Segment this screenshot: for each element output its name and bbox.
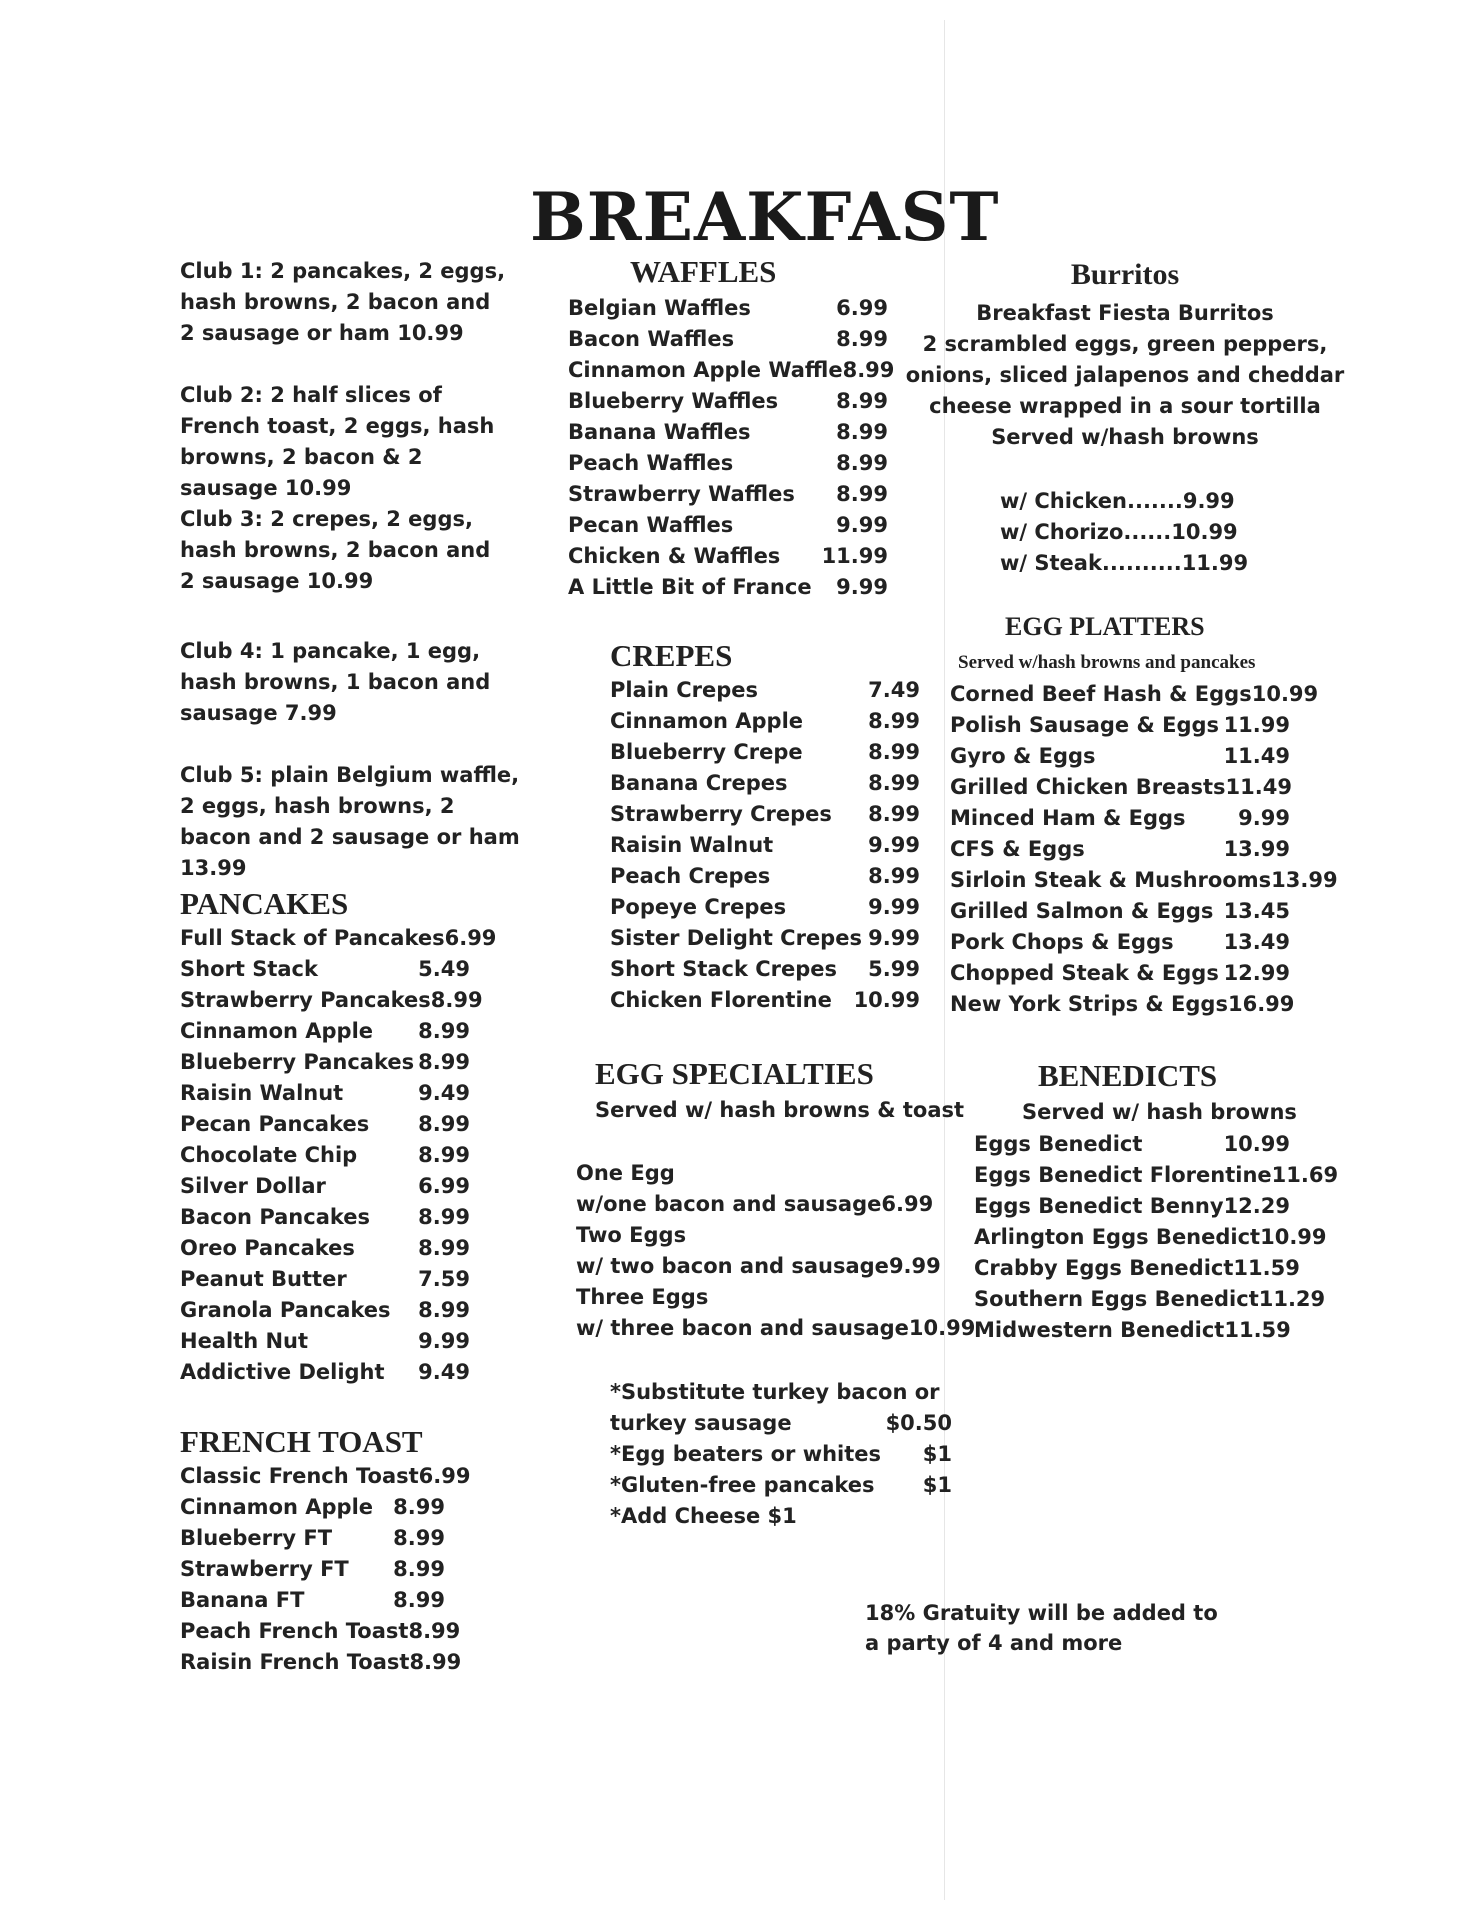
egg-platters-subtitle: Served w/hash browns and pancakes — [958, 652, 1256, 673]
menu-item-price: 8.99 — [868, 770, 920, 795]
menu-item-price: 9.49 — [418, 1359, 470, 1384]
menu-item-price: 12.99 — [1223, 960, 1290, 985]
gratuity-line: a party of 4 and more — [865, 1631, 1123, 1655]
menu-item-price: 8.99 — [418, 1297, 470, 1322]
menu-item — [610, 767, 920, 798]
menu-item — [576, 1219, 926, 1250]
menu-item-name: Midwestern Benedict — [974, 1317, 1225, 1342]
menu-item-price: 13.99 — [1271, 867, 1338, 892]
menu-item-price: 6.99 — [418, 1463, 471, 1488]
menu-item-name: Raisin Walnut — [180, 1080, 344, 1105]
burrito-description — [900, 298, 1350, 453]
menu-item — [180, 1584, 445, 1615]
menu-item-name: Peach Waffles — [568, 450, 734, 475]
menu-item — [180, 1553, 445, 1584]
menu-item — [180, 1077, 470, 1108]
menu-item-price: 9.99 — [836, 574, 888, 599]
menu-item-price: 6.99 — [418, 1173, 470, 1198]
menu-item — [950, 771, 1290, 802]
menu-item-price: 8.99 — [409, 1649, 462, 1674]
menu-item-name: Chicken Florentine — [610, 987, 832, 1012]
menu-item-name: Gyro & Eggs — [950, 743, 1096, 768]
menu-item-name: Pecan Pancakes — [180, 1111, 370, 1136]
menu-item-price: 11.29 — [1258, 1286, 1326, 1311]
menu-item-price: 12.29 — [1223, 1193, 1290, 1218]
club-5: Club 5: plain Belgium waffle, 2 eggs, hash browns, 2 bacon and 2 sausage or ham 13.99 — [180, 763, 520, 880]
menu-item-name: Popeye Crepes — [610, 894, 787, 919]
menu-item — [568, 385, 888, 416]
french-toast-list — [180, 1460, 471, 1677]
menu-item-name: Pecan Waffles — [568, 512, 734, 537]
menu-item-name: Oreo Pancakes — [180, 1235, 355, 1260]
menu-item-name: Pork Chops & Eggs — [950, 929, 1174, 954]
benedicts-subtitle: Served w/ hash browns — [1022, 1100, 1297, 1124]
menu-item-price: 6.99 — [881, 1191, 934, 1216]
burrito-desc-line: cheese wrapped in a sour tortilla — [929, 394, 1321, 418]
menu-item — [180, 1201, 470, 1232]
menu-item-name: Corned Beef Hash & Eggs — [950, 681, 1252, 706]
menu-item-name: Bacon Pancakes — [180, 1204, 371, 1229]
menu-item — [576, 1157, 926, 1188]
menu-item — [610, 1438, 952, 1469]
menu-item — [610, 1500, 952, 1531]
menu-item — [610, 829, 920, 860]
menu-item-price: 8.99 — [430, 987, 483, 1012]
menu-item-name: New York Strips & Eggs — [950, 991, 1228, 1016]
menu-item-name: Cinnamon Apple Waffle — [568, 357, 843, 382]
menu-item — [950, 864, 1338, 895]
menu-item-name: Cinnamon Apple — [180, 1494, 374, 1519]
menu-item-name: Cinnamon Apple — [610, 708, 804, 733]
menu-item-name: Peach French Toast — [180, 1618, 409, 1643]
menu-item — [610, 1469, 952, 1500]
menu-item-price: 9.99 — [836, 512, 888, 537]
menu-item-name: Sister Delight Crepes — [610, 925, 862, 950]
menu-item — [950, 740, 1290, 771]
menu-item-price: 8.99 — [418, 1142, 470, 1167]
menu-item-name: Health Nut — [180, 1328, 309, 1353]
menu-item — [568, 571, 888, 602]
menu-item-name: *Gluten-free pancakes — [610, 1472, 875, 1497]
menu-item-price: 9.99 — [1238, 805, 1290, 830]
menu-item-name: turkey sausage — [610, 1410, 792, 1435]
menu-item — [610, 891, 920, 922]
egg-specialties-list — [576, 1157, 976, 1343]
menu-item-price: 9.49 — [418, 1080, 470, 1105]
egg-platters-heading: EGG PLATTERS — [1005, 612, 1205, 641]
menu-item — [568, 540, 888, 571]
menu-item-name: Grilled Salmon & Eggs — [950, 898, 1214, 923]
menu-item-name: Banana Crepes — [610, 770, 788, 795]
menu-item-price: 8.99 — [868, 863, 920, 888]
menu-item-price: 11.49 — [1225, 774, 1292, 799]
menu-item-name: w/ two bacon and sausage — [576, 1253, 889, 1278]
menu-item-price: 8.99 — [868, 708, 920, 733]
menu-item — [568, 323, 888, 354]
menu-item-price: 11.49 — [1223, 743, 1290, 768]
benedicts-list — [974, 1128, 1339, 1345]
waffles-heading: WAFFLES — [630, 254, 777, 289]
menu-item — [610, 736, 920, 767]
menu-item-name: Short Stack Crepes — [610, 956, 838, 981]
menu-item — [950, 988, 1295, 1019]
menu-item-price: 8.99 — [418, 1235, 470, 1260]
menu-item-name: Sirloin Steak & Mushrooms — [950, 867, 1272, 892]
menu-item-name: Eggs Benedict Florentine — [974, 1162, 1272, 1187]
menu-item-name: Silver Dollar — [180, 1173, 326, 1198]
club-1: Club 1: 2 pancakes, 2 eggs, hash browns, 2 bacon and 2 sausage or ham 10.99 — [180, 259, 506, 345]
menu-item-name: Blueberry Crepe — [610, 739, 803, 764]
menu-item — [950, 957, 1290, 988]
burrito-desc-line: onions, sliced jalapenos and cheddar — [905, 363, 1345, 387]
menu-item-name: Minced Ham & Eggs — [950, 805, 1186, 830]
menu-item — [180, 1294, 470, 1325]
menu-item-name: Chicken & Waffles — [568, 543, 781, 568]
menu-item-price: 7.59 — [418, 1266, 470, 1291]
menu-item — [180, 1263, 470, 1294]
menu-item-name: Classic French Toast — [180, 1463, 419, 1488]
crepes-heading: CREPES — [610, 638, 733, 673]
menu-item — [610, 860, 920, 891]
burritos-heading: Burritos — [1070, 258, 1180, 291]
menu-item — [974, 1283, 1326, 1314]
menu-item — [610, 922, 920, 953]
menu-item-price: 9.99 — [868, 925, 920, 950]
menu-item — [950, 678, 1319, 709]
menu-item — [950, 895, 1290, 926]
menu-item-price: 8.99 — [418, 1111, 470, 1136]
menu-item — [974, 1159, 1339, 1190]
menu-item-price: $1 — [922, 1441, 952, 1466]
menu-item-name: Three Eggs — [576, 1284, 709, 1309]
menu-item-price: 8.99 — [418, 1049, 470, 1074]
menu-item-price: 8.99 — [393, 1494, 445, 1519]
menu-item — [180, 1232, 470, 1263]
menu-item-name: Eggs Benedict — [974, 1131, 1143, 1156]
menu-item — [610, 1407, 952, 1438]
menu-item-name: Eggs Benedict Benny — [974, 1193, 1224, 1218]
menu-item — [568, 447, 888, 478]
menu-item-name: Strawberry Crepes — [610, 801, 832, 826]
menu-item-price: 10.99 — [853, 987, 920, 1012]
burrito-desc-line: Served w/hash browns — [991, 425, 1259, 449]
menu-item — [180, 1460, 471, 1491]
menu-item-price: 9.99 — [888, 1253, 941, 1278]
menu-item — [180, 1646, 462, 1677]
menu-item-name: Crabby Eggs Benedict — [974, 1255, 1234, 1280]
egg-specialties-subtitle: Served w/ hash browns & toast — [595, 1098, 965, 1122]
menu-item-name: w/ three bacon and sausage — [576, 1315, 909, 1340]
menu-item — [610, 705, 920, 736]
egg-extras-list — [610, 1376, 952, 1531]
menu-item-price: 11.99 — [1223, 712, 1290, 737]
menu-item-name: Bacon Waffles — [568, 326, 735, 351]
menu-item-price: $0.50 — [885, 1410, 952, 1435]
menu-item-name: Plain Crepes — [610, 677, 759, 702]
crepes-list — [610, 674, 920, 1015]
menu-item-price: 13.45 — [1223, 898, 1290, 923]
menu-item — [180, 984, 483, 1015]
french-toast-heading: FRENCH TOAST — [180, 1424, 423, 1459]
menu-item — [180, 953, 470, 984]
menu-item — [180, 1325, 470, 1356]
menu-item — [974, 1221, 1327, 1252]
menu-item-name: CFS & Eggs — [950, 836, 1085, 861]
menu-item-price: 10.99 — [1223, 1131, 1290, 1156]
egg-specialties-heading: EGG SPECIALTIES — [595, 1056, 874, 1091]
menu-item-name: Banana Waffles — [568, 419, 751, 444]
benedicts-heading: BENEDICTS — [1038, 1058, 1218, 1093]
menu-item-price: 11.59 — [1233, 1255, 1300, 1280]
menu-item-price: 8.99 — [836, 450, 888, 475]
club-3: Club 3: 2 crepes, 2 eggs, hash browns, 2 bacon and 2 sausage 10.99 — [180, 507, 491, 593]
menu-item-name: Strawberry Pancakes — [180, 987, 431, 1012]
menu-item — [576, 1188, 934, 1219]
menu-item-price: 9.99 — [868, 832, 920, 857]
menu-item — [180, 1108, 470, 1139]
menu-item-name: Grilled Chicken Breasts — [950, 774, 1226, 799]
menu-item — [180, 1015, 470, 1046]
pancakes-list — [180, 922, 497, 1387]
menu-item — [974, 1128, 1290, 1159]
menu-item — [974, 1190, 1290, 1221]
menu-item-price: 8.99 — [408, 1618, 461, 1643]
menu-item — [950, 709, 1290, 740]
egg-platters-list — [950, 678, 1338, 1019]
menu-item — [576, 1281, 926, 1312]
menu-item-name: Strawberry FT — [180, 1556, 349, 1581]
menu-item-price: 7.49 — [868, 677, 920, 702]
menu-item-name: Blueberry Pancakes — [180, 1049, 415, 1074]
menu-item — [180, 922, 497, 953]
menu-item — [180, 1491, 445, 1522]
menu-item-name: Blueberry Waffles — [568, 388, 779, 413]
menu-item-name: Southern Eggs Benedict — [974, 1286, 1259, 1311]
menu-item — [568, 416, 888, 447]
menu-item-price: 8.99 — [836, 326, 888, 351]
burrito-option-steak: w/ Steak..........11.99 — [1000, 551, 1249, 575]
menu-item-price: 6.99 — [444, 925, 497, 950]
menu-item-name: Cinnamon Apple — [180, 1018, 374, 1043]
menu-item-price: 13.49 — [1223, 929, 1290, 954]
menu-item-price: 9.99 — [868, 894, 920, 919]
menu-item-name: Addictive Delight — [180, 1359, 385, 1384]
menu-item-name: Short Stack — [180, 956, 318, 981]
menu-item-name: *Egg beaters or whites — [610, 1441, 882, 1466]
pancakes-heading: PANCAKES — [180, 886, 349, 921]
menu-item-name: Raisin French Toast — [180, 1649, 410, 1674]
menu-item-name: One Egg — [576, 1160, 675, 1185]
menu-item-price: 16.99 — [1227, 991, 1295, 1016]
menu-item-price: 11.59 — [1224, 1317, 1291, 1342]
menu-item — [180, 1522, 445, 1553]
menu-item-name: *Add Cheese $1 — [610, 1503, 797, 1528]
menu-item-name: Chocolate Chip — [180, 1142, 358, 1167]
gratuity-line: 18% Gratuity will be added to — [865, 1601, 1218, 1625]
menu-item-name: Full Stack of Pancakes — [180, 925, 445, 950]
menu-item-price: 13.99 — [1223, 836, 1290, 861]
menu-item-price: 8.99 — [393, 1525, 445, 1550]
menu-item-price: 10.99 — [908, 1315, 976, 1340]
menu-item-name: Banana FT — [180, 1587, 305, 1612]
menu-title: BREAKFAST — [530, 178, 1000, 256]
menu-item-name: Granola Pancakes — [180, 1297, 391, 1322]
menu-item-price: 8.99 — [868, 801, 920, 826]
menu-item — [610, 1376, 952, 1407]
burrito-option-chorizo: w/ Chorizo......10.99 — [1000, 520, 1238, 544]
menu-item — [610, 674, 920, 705]
menu-item-name: Strawberry Waffles — [568, 481, 795, 506]
menu-item-price: 8.99 — [418, 1204, 470, 1229]
menu-item — [180, 1046, 470, 1077]
menu-item-price: 8.99 — [418, 1018, 470, 1043]
menu-item — [180, 1356, 470, 1387]
burrito-options — [1000, 486, 1248, 579]
menu-item-name: w/one bacon and sausage — [576, 1191, 882, 1216]
menu-item — [950, 926, 1290, 957]
menu-item — [610, 984, 920, 1015]
menu-item-price: 8.99 — [836, 388, 888, 413]
waffles-list — [568, 292, 895, 602]
menu-item — [568, 292, 888, 323]
menu-item — [576, 1250, 941, 1281]
menu-item-price: 8.99 — [842, 357, 895, 382]
menu-item-name: Belgian Waffles — [568, 295, 751, 320]
menu-item — [950, 802, 1290, 833]
gratuity-note — [865, 1598, 1218, 1658]
menu-item-name: Two Eggs — [576, 1222, 687, 1247]
menu-item-price: 8.99 — [836, 481, 888, 506]
menu-item — [180, 1615, 461, 1646]
menu-item-price: 10.99 — [1260, 1224, 1327, 1249]
menu-item — [974, 1252, 1300, 1283]
menu-item-price: $1 — [922, 1472, 952, 1497]
menu-item — [568, 509, 888, 540]
menu-item — [568, 478, 888, 509]
menu-item-price: 8.99 — [868, 739, 920, 764]
menu-item-price: 11.69 — [1271, 1162, 1339, 1187]
menu-item-price: 9.99 — [418, 1328, 470, 1353]
menu-item-price: 11.99 — [821, 543, 888, 568]
menu-item-price: 8.99 — [393, 1556, 445, 1581]
menu-item — [576, 1312, 976, 1343]
menu-item-price: 5.49 — [418, 956, 470, 981]
menu-item — [610, 953, 920, 984]
menu-item-name: *Substitute turkey bacon or — [610, 1379, 940, 1404]
menu-item-price: 10.99 — [1251, 681, 1319, 706]
menu-item — [180, 1139, 470, 1170]
menu-item — [180, 1170, 470, 1201]
menu-item-price: 8.99 — [836, 419, 888, 444]
menu-item-name: Arlington Eggs Benedict — [974, 1224, 1261, 1249]
club-4: Club 4: 1 pancake, 1 egg, hash browns, 1 bacon and sausage 7.99 — [180, 639, 491, 725]
menu-item-name: Polish Sausage & Eggs — [950, 712, 1220, 737]
menu-item-name: Raisin Walnut — [610, 832, 774, 857]
burrito-option-chicken: w/ Chicken.......9.99 — [1000, 489, 1235, 513]
menu-item-price: 5.99 — [868, 956, 920, 981]
menu-item — [974, 1314, 1290, 1345]
menu-item-name: Peach Crepes — [610, 863, 771, 888]
menu-item-name: A Little Bit of France — [568, 574, 812, 599]
burrito-desc-line: 2 scrambled eggs, green peppers, — [922, 332, 1328, 356]
menu-item-price: 8.99 — [393, 1587, 445, 1612]
club-2: Club 2: 2 half slices of French toast, 2 eggs, hash browns, 2 bacon & 2 sausage 10.99 — [180, 383, 495, 500]
menu-item — [568, 354, 895, 385]
menu-item-name: Chopped Steak & Eggs — [950, 960, 1219, 985]
menu-item — [950, 833, 1290, 864]
menu-item-price: 6.99 — [836, 295, 888, 320]
menu-item-name: Peanut Butter — [180, 1266, 347, 1291]
menu-item-name: Blueberry FT — [180, 1525, 333, 1550]
menu-item — [610, 798, 920, 829]
burrito-name: Breakfast Fiesta Burritos — [976, 301, 1274, 325]
